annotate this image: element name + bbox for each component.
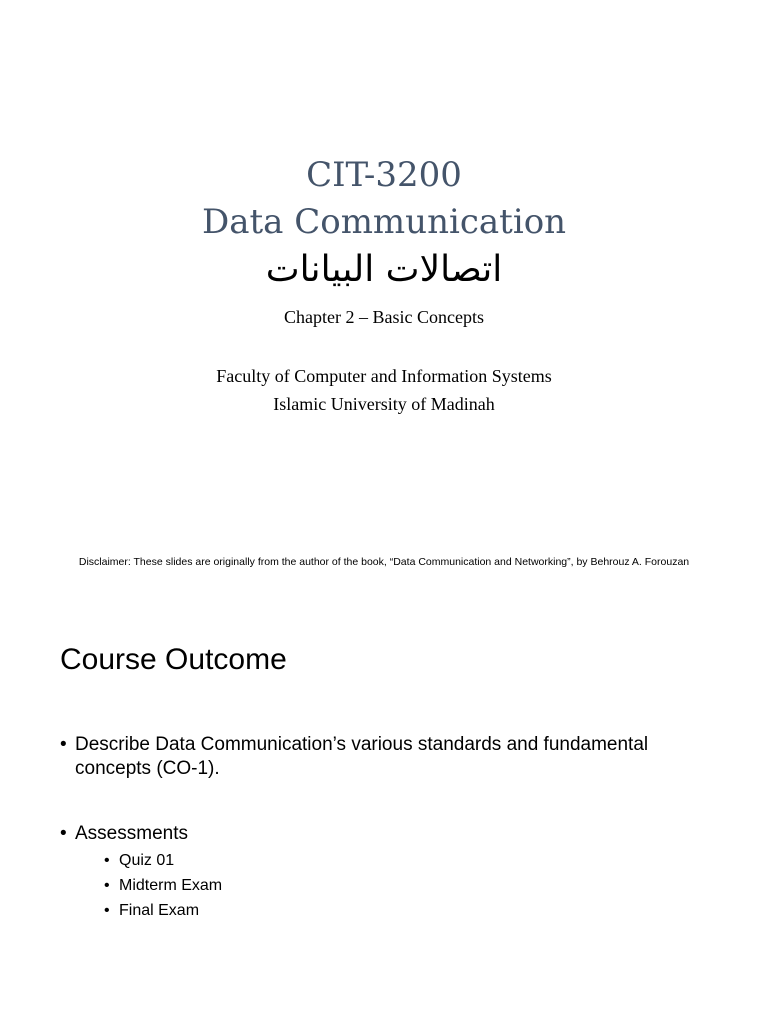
sub-bullet-list [75,848,720,923]
bullet-label: Assessments [75,823,188,844]
bullet-item: • Describe Data Communication’s various standards and fundamental concepts (CO-1). [60,733,720,781]
course-name: Data Communication [201,202,567,242]
course-code: CIT-3200 [306,155,462,195]
slide-title: Course Outcome [60,643,287,676]
bullet-item [60,822,720,923]
sub-bullet-item: • Midterm Exam [104,873,720,898]
chapter-subtitle: Chapter 2 – Basic Concepts [284,307,484,327]
university-name: Islamic University of Madinah [273,394,495,414]
faculty-name: Faculty of Computer and Information Systems [216,366,552,386]
disclaimer-text: Disclaimer: These slides are originally from the author of the book, “Data Communication and Networking”, by Behrouz A. Forouzan [78,556,690,568]
bullet-list [60,733,720,781]
bullet-list [60,822,720,923]
course-outcome-slide [0,600,768,1024]
sub-bullet-item: • Final Exam [104,898,720,923]
sub-bullet-item: • Quiz 01 [104,848,720,873]
course-name-arabic: اتصالات البيانات [265,249,503,290]
